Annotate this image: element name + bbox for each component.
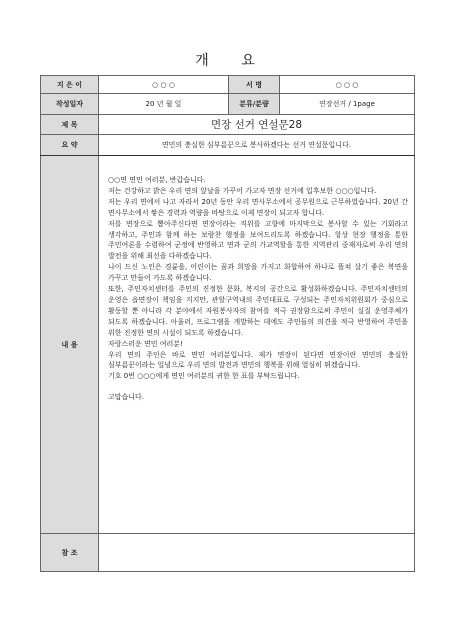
content-paragraph: 또한, 주민자치센터를 주민의 진정한 문화, 복지의 공간으로 활성화하겠습니다. 주민자치센터의 운영은 읍면장이 책임을 지지만, 관할구역내의 주민대표로 구성되는 주민자치위원회가 중심으로 활동할 뿐 아니라 각 분야에서 자원봉사자의 참여를 적극 권장함으로써 주민이 실질 운영주체가 되도록 하겠습니다. 아울러, 프로그램을 개발하는 데에도 주민들의 의견을 적극 반영하여 주민을 위한 진정한 면의 시설이 되도록 하겠습니다. bbox=[108, 285, 411, 337]
content-paragraph: 저는 건강하고 밝은 우리 면의 앞날을 가꾸어 가고자 면장 선거에 입후보한 ○○○입니다. bbox=[108, 186, 377, 195]
signature-value: ○ ○ ○ bbox=[280, 76, 415, 94]
document-title: 개 요 bbox=[195, 53, 269, 69]
category-label: 분류/분량 bbox=[229, 94, 280, 115]
content-text bbox=[99, 156, 414, 403]
content-paragraph: 나이 드신 노인은 경륜을, 어린이는 꿈과 희망을 가지고 화합하여 하나로 똘쳐 살기 좋은 복면을 가꾸고 만들어 가도록 하겠습니다. bbox=[108, 263, 411, 283]
date-value: 20 년 월 일 bbox=[99, 94, 229, 115]
subject-label: 제 목 bbox=[41, 115, 99, 135]
content-label: 내 용 bbox=[41, 156, 99, 534]
summary-value: 면민의 충실한 심부름꾼으로 봉사하겠다는 선거 연설문입니다. bbox=[99, 135, 415, 156]
content-paragraph: 저는 우리 면에서 나고 자라서 20년 동안 우리 면사무소에서 공무원으로 근무하였습니다. 20년 간 면사무소에서 쌓은 경력과 역량을 바탕으로 이제 면장이 되고자 합니다. bbox=[108, 197, 411, 217]
closing-line: 고맙습니다. bbox=[108, 393, 145, 402]
content-paragraph: 우리 면의 주인은 바로 면민 여러분입니다. 제가 면장이 된다면 면장이란 면민의 충실한 심부름꾼이라는 일념으로 우리 면의 발전과 면민의 행복을 위해 열심히 뛰겠습니다. bbox=[108, 350, 411, 370]
summary-form bbox=[40, 75, 415, 572]
date-label: 작성일자 bbox=[41, 94, 99, 115]
content-paragraph: 기호 0번 ○○○에게 면민 여러분의 귀한 한 표를 부탁드립니다. bbox=[108, 372, 300, 381]
content-paragraph: ○○면 면민 여러분, 반갑습니다. bbox=[108, 176, 206, 184]
category-value: 연장선거 / 1page bbox=[280, 94, 415, 115]
content-paragraph: 저를 면장으로 뽑아주신다면 면장이라는 직위를 고향에 마지막으로 봉사할 수 있는 기회라고 생각하고, 주민과 함께 하는 보람찬 행정을 보여드리도록 하겠습니다. 항상 현장 행정을 통한 주민여론을 수렴하여 군정에 반영하고 면과 군의 가교역할을 통한 지역관리 중재자로써 우리 면의 발전을 위해 최선을 다하겠습니다. bbox=[108, 219, 411, 261]
content-paragraph: 자랑스러운 면민 여러분! bbox=[108, 339, 183, 348]
summary-label: 요 약 bbox=[41, 135, 99, 156]
reference-label: 참 조 bbox=[41, 534, 99, 572]
subject-value: 면장 선거 연설문28 bbox=[99, 115, 415, 135]
content-body bbox=[99, 156, 415, 534]
signature-label: 서 명 bbox=[229, 76, 280, 94]
reference-value bbox=[99, 534, 415, 572]
author-value: ○ ○ ○ bbox=[99, 76, 229, 94]
author-label: 지 은 이 bbox=[41, 76, 99, 94]
